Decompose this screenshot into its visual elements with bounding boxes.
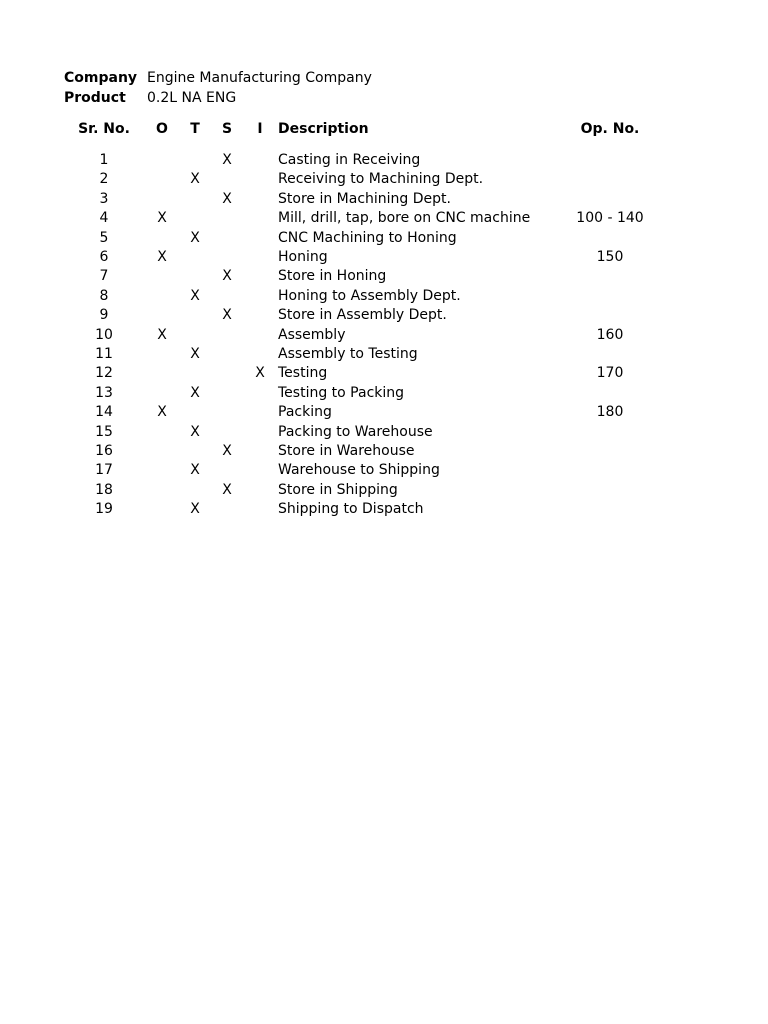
row-transport-mark: X xyxy=(190,384,200,401)
row-transport-mark: X xyxy=(190,346,200,362)
row-transport-mark: X xyxy=(190,423,200,440)
row-op-no: 170 xyxy=(596,365,624,382)
row-storage-mark: X xyxy=(222,307,232,324)
company-label: Company xyxy=(64,70,138,86)
row-sr-no: 1 xyxy=(99,152,109,168)
row-sr-no: 5 xyxy=(99,229,109,246)
table-row xyxy=(0,229,768,249)
table-row xyxy=(0,384,768,404)
table-row xyxy=(0,345,768,365)
row-description: Store in Honing xyxy=(278,268,387,285)
table-row xyxy=(0,500,768,520)
row-description: Receiving to Machining Dept. xyxy=(278,171,484,188)
header-transport: T xyxy=(190,121,200,137)
row-description: Store in Machining Dept. xyxy=(278,190,451,207)
header-sr-no: Sr. No. xyxy=(78,121,130,137)
row-description: Store in Warehouse xyxy=(278,443,415,459)
row-sr-no: 4 xyxy=(99,210,109,227)
row-sr-no: 3 xyxy=(99,190,109,207)
row-sr-no: 18 xyxy=(95,481,113,498)
row-sr-no: 17 xyxy=(95,462,113,479)
row-sr-no: 9 xyxy=(99,307,109,324)
row-sr-no: 16 xyxy=(95,443,113,459)
table-row xyxy=(0,170,768,190)
row-sr-no: 14 xyxy=(95,404,113,421)
table-header xyxy=(0,119,768,139)
row-description: Warehouse to Shipping xyxy=(278,462,440,479)
header-operation: O xyxy=(156,121,168,137)
row-description: Honing to Assembly Dept. xyxy=(278,287,461,304)
row-operation-mark: X xyxy=(157,326,167,343)
row-description: Packing to Warehouse xyxy=(278,423,433,440)
table-row xyxy=(0,190,768,210)
row-description: Store in Assembly Dept. xyxy=(278,307,447,324)
table-row xyxy=(0,151,768,171)
row-description: Assembly to Testing xyxy=(278,346,418,362)
row-storage-mark: X xyxy=(222,190,232,207)
table-row xyxy=(0,306,768,326)
table-row xyxy=(0,326,768,346)
row-storage-mark: X xyxy=(222,268,232,285)
header-op-no: Op. No. xyxy=(580,121,640,137)
company-value: Engine Manufacturing Company xyxy=(147,70,372,86)
row-operation-mark: X xyxy=(157,249,167,265)
row-description: Shipping to Dispatch xyxy=(278,501,424,518)
row-sr-no: 2 xyxy=(99,171,109,188)
row-transport-mark: X xyxy=(190,462,200,479)
row-sr-no: 8 xyxy=(99,287,109,304)
row-description: Casting in Receiving xyxy=(278,152,421,168)
table-row xyxy=(0,267,768,287)
table-row xyxy=(0,423,768,443)
product-value: 0.2L NA ENG xyxy=(147,90,237,106)
row-description: Packing xyxy=(278,404,332,421)
row-sr-no: 6 xyxy=(99,249,109,265)
header-inspection: I xyxy=(257,121,263,137)
table-row xyxy=(0,442,768,462)
row-inspection-mark: X xyxy=(255,365,265,382)
row-storage-mark: X xyxy=(222,443,232,459)
header-description: Description xyxy=(278,121,369,137)
product-row xyxy=(64,88,236,108)
row-sr-no: 10 xyxy=(95,326,113,343)
row-description: Testing xyxy=(278,365,328,382)
row-transport-mark: X xyxy=(190,229,200,246)
row-operation-mark: X xyxy=(157,210,167,227)
company-row xyxy=(64,68,372,88)
row-operation-mark: X xyxy=(157,404,167,421)
table-row xyxy=(0,209,768,229)
row-op-no: 150 xyxy=(596,249,624,265)
table-row xyxy=(0,481,768,501)
table-row xyxy=(0,364,768,384)
table-row xyxy=(0,461,768,481)
row-transport-mark: X xyxy=(190,501,200,518)
row-storage-mark: X xyxy=(222,481,232,498)
row-sr-no: 7 xyxy=(99,268,109,285)
table-row xyxy=(0,403,768,423)
row-sr-no: 12 xyxy=(95,365,113,382)
row-sr-no: 13 xyxy=(95,384,113,401)
row-transport-mark: X xyxy=(190,287,200,304)
row-description: Honing xyxy=(278,249,328,265)
row-op-no: 180 xyxy=(596,404,624,421)
table-row xyxy=(0,248,768,268)
row-sr-no: 15 xyxy=(95,423,113,440)
row-transport-mark: X xyxy=(190,171,200,188)
table-row xyxy=(0,287,768,307)
row-description: Testing to Packing xyxy=(278,384,405,401)
row-description: CNC Machining to Honing xyxy=(278,229,457,246)
row-op-no: 100 - 140 xyxy=(576,210,644,227)
row-description: Store in Shipping xyxy=(278,481,398,498)
row-sr-no: 11 xyxy=(95,346,113,362)
row-storage-mark: X xyxy=(222,152,232,168)
row-description: Mill, drill, tap, bore on CNC machine xyxy=(278,210,531,227)
row-description: Assembly xyxy=(278,326,346,343)
row-op-no: 160 xyxy=(596,326,624,343)
row-sr-no: 19 xyxy=(95,501,113,518)
product-label: Product xyxy=(64,90,126,106)
header-storage: S xyxy=(221,121,233,137)
